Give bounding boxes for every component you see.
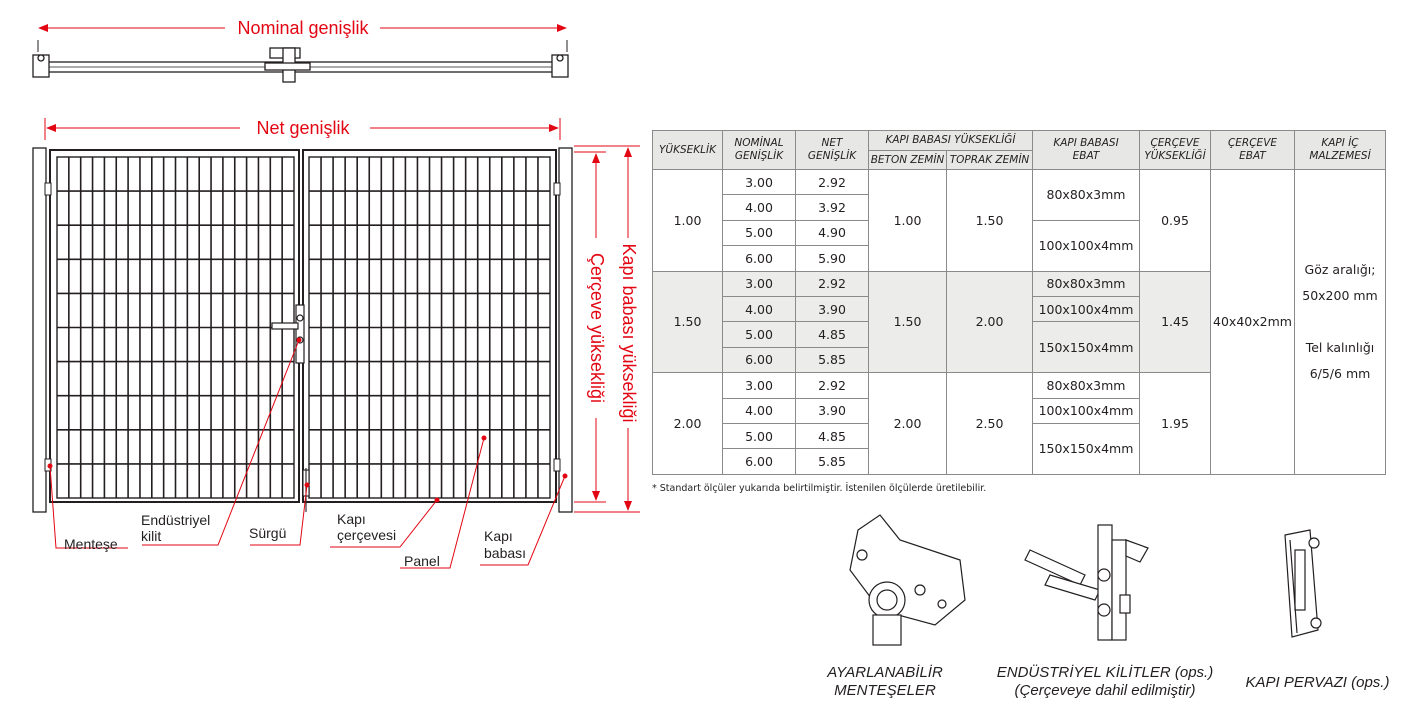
cell-net: 5.90	[796, 246, 869, 271]
cell-net: 3.90	[796, 398, 869, 423]
cell-nominal: 6.00	[723, 347, 796, 372]
cell-nominal: 3.00	[723, 170, 796, 195]
gate-post-right	[559, 148, 572, 512]
cell-frame-height: 1.45	[1140, 271, 1211, 373]
col-frame-height: ÇERÇEVE YÜKSEKLİĞİ	[1140, 131, 1211, 170]
cell-height: 1.00	[653, 170, 723, 272]
frame-callout-line2: çerçevesi	[337, 527, 397, 543]
cell-nominal: 6.00	[723, 246, 796, 271]
cell-concrete: 2.00	[869, 373, 947, 475]
cell-net: 2.92	[796, 170, 869, 195]
col-soil: TOPRAK ZEMİN	[947, 151, 1033, 170]
col-height: YÜKSEKLİK	[653, 131, 723, 170]
cell-post-size: 150x150x4mm	[1033, 423, 1140, 474]
cell-nominal: 5.00	[723, 220, 796, 245]
cell-concrete: 1.50	[869, 271, 947, 373]
col-material: KAPI İÇ MALZEMESİ	[1295, 131, 1386, 170]
cell-net: 5.85	[796, 449, 869, 474]
cell-frame-size: 40x40x2mm	[1211, 170, 1295, 475]
cell-soil: 2.00	[947, 271, 1033, 373]
net-width-label: Net genişlik	[256, 118, 350, 138]
hinge-caption: AYARLANABİLİR MENTEŞELER	[827, 664, 943, 699]
post-callout-line1: Kapı	[484, 528, 513, 544]
gate-spec-table	[652, 130, 1386, 475]
gate-post-left	[33, 148, 46, 512]
cell-nominal: 3.00	[723, 271, 796, 296]
cell-post-size: 100x100x4mm	[1033, 398, 1140, 423]
top-view	[33, 40, 568, 82]
frame-height-label: Çerçeve yüksekliği	[587, 252, 607, 404]
lock-callout-line1: Endüstriyel	[141, 512, 211, 528]
gate-leaf-right	[303, 150, 556, 502]
cell-post-size: 150x150x4mm	[1033, 322, 1140, 373]
post-callout-line2: babası	[484, 545, 527, 561]
col-net-width: NET GENİŞLİK	[796, 131, 869, 170]
col-concrete: BETON ZEMİN	[869, 151, 947, 170]
gate-jamb-icon	[1285, 530, 1321, 637]
nominal-width-label: Nominal genişlik	[237, 18, 369, 38]
gate-leaf-left	[50, 150, 299, 502]
cell-post-size: 80x80x3mm	[1033, 373, 1140, 398]
adjustable-hinge-icon	[850, 515, 965, 645]
cell-post-size: 80x80x3mm	[1033, 271, 1140, 296]
industrial-lock-icon	[272, 305, 304, 363]
cell-net: 3.92	[796, 195, 869, 220]
cell-nominal: 5.00	[723, 423, 796, 448]
cell-nominal: 4.00	[723, 195, 796, 220]
cell-post-size: 100x100x4mm	[1033, 296, 1140, 321]
cell-nominal: 3.00	[723, 373, 796, 398]
cell-height: 1.50	[653, 271, 723, 373]
col-nominal-width: NOMİNAL GENİŞLİK	[723, 131, 796, 170]
cell-nominal: 4.00	[723, 296, 796, 321]
cell-soil: 2.50	[947, 373, 1033, 475]
hinge-callout: Menteşe	[64, 536, 118, 552]
col-post-size: KAPI BABASI EBAT	[1033, 131, 1140, 170]
cell-post-size: 80x80x3mm	[1033, 170, 1140, 221]
col-frame-size: ÇERÇEVE EBAT	[1211, 131, 1295, 170]
cell-net: 4.85	[796, 322, 869, 347]
panel-callout: Panel	[404, 553, 440, 569]
frame-callout-line1: Kapı	[337, 511, 366, 527]
lock-caption: ENDÜSTRİYEL KİLİTLER (ops.) (Çerçeveye dahil edilmiştir)	[996, 664, 1214, 699]
cell-net: 5.85	[796, 347, 869, 372]
cell-net: 4.85	[796, 423, 869, 448]
post-height-label: Kapı babası yüksekliği	[619, 243, 639, 423]
nominal-width-dimension	[38, 18, 567, 38]
industrial-lock-handle-icon	[1025, 525, 1148, 640]
cell-net: 3.90	[796, 296, 869, 321]
cell-nominal: 4.00	[723, 398, 796, 423]
col-post-height: KAPI BABASI YÜKSEKLİĞİ	[869, 131, 1033, 151]
lock-callout-line2: kilit	[141, 528, 162, 544]
cell-material: Göz aralığı; 50x200 mm Tel kalınlığı 6/5/6 mm	[1295, 170, 1386, 475]
cell-net: 2.92	[796, 271, 869, 296]
cell-height: 2.00	[653, 373, 723, 475]
cell-post-size: 100x100x4mm	[1033, 220, 1140, 271]
cell-frame-height: 0.95	[1140, 170, 1211, 272]
cell-net: 4.90	[796, 220, 869, 245]
table-row	[653, 170, 1386, 195]
cell-nominal: 5.00	[723, 322, 796, 347]
cell-net: 2.92	[796, 373, 869, 398]
net-width-dimension	[45, 118, 560, 140]
cell-soil: 1.50	[947, 170, 1033, 272]
bolt-callout: Sürgü	[249, 525, 287, 541]
cell-nominal: 6.00	[723, 449, 796, 474]
table-footnote: * Standart ölçüler yukarıda belirtilmiştir. İstenilen ölçülerde üretilebilir.	[652, 483, 987, 494]
cell-frame-height: 1.95	[1140, 373, 1211, 475]
cell-concrete: 1.00	[869, 170, 947, 272]
jamb-caption: KAPI PERVAZI (ops.)	[1245, 674, 1390, 691]
